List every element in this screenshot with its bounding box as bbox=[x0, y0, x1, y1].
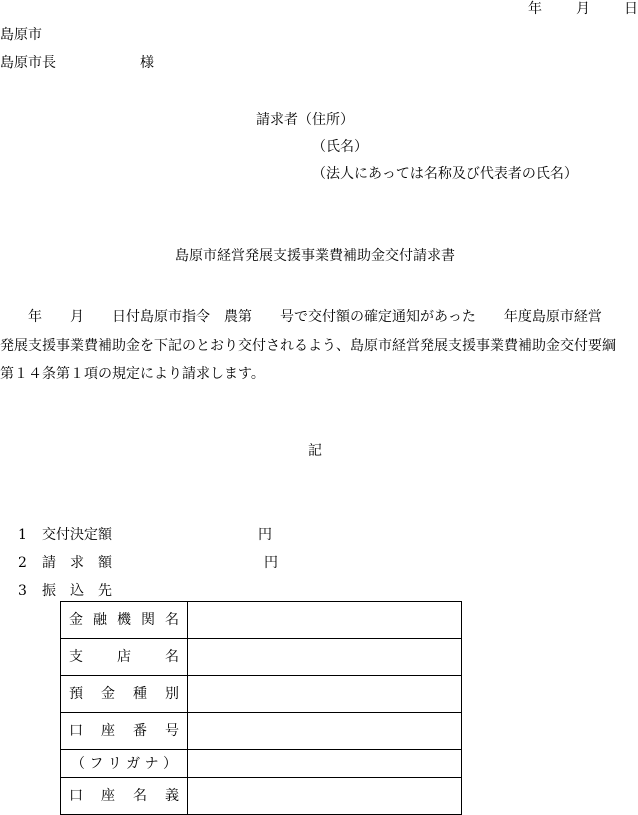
account-holder-field[interactable] bbox=[188, 778, 462, 815]
label-char: ガ bbox=[126, 755, 141, 772]
table-row bbox=[61, 676, 462, 713]
item-request-amount bbox=[18, 556, 112, 570]
requester-name-label: （氏名） bbox=[312, 139, 368, 155]
label-char: 座 bbox=[101, 788, 115, 804]
furigana-label-cell bbox=[61, 750, 188, 778]
label-char: 関 bbox=[141, 612, 155, 628]
label-char: 番 bbox=[133, 723, 147, 739]
account-number-field[interactable] bbox=[188, 713, 462, 750]
branch-label-cell bbox=[61, 639, 188, 676]
label-char: ） bbox=[162, 755, 177, 772]
addressee-honorific: 様 bbox=[140, 55, 154, 71]
label-char: 名 bbox=[165, 649, 179, 665]
addressee-mayor-line bbox=[0, 56, 154, 70]
addressee-mayor: 島原市長 bbox=[0, 55, 56, 71]
item-number: 1 bbox=[18, 527, 27, 543]
item-unit-yen: 円 bbox=[264, 555, 278, 571]
label-char: 口 bbox=[69, 788, 83, 804]
label-char: 金 bbox=[69, 612, 83, 628]
deposit-type-label-cell bbox=[61, 676, 188, 713]
label-char: 機 bbox=[117, 612, 131, 628]
ki-heading: 記 bbox=[308, 443, 322, 459]
label-char: 種 bbox=[133, 686, 147, 702]
label-char: フ bbox=[89, 755, 104, 772]
label-char: 金 bbox=[101, 686, 115, 702]
table-row bbox=[61, 639, 462, 676]
label-char: 義 bbox=[165, 788, 179, 804]
label-char: リ bbox=[107, 755, 122, 772]
label-char: 融 bbox=[93, 612, 107, 628]
branch-label bbox=[61, 650, 187, 664]
requester-address-label: 請求者（住所） bbox=[256, 112, 354, 128]
document-title: 島原市経営発展支援事業費補助金交付請求書 bbox=[175, 248, 455, 264]
furigana-label bbox=[61, 757, 187, 771]
date-day: 日 bbox=[624, 1, 638, 17]
item-transfer-destination bbox=[18, 584, 112, 598]
addressee-city: 島原市 bbox=[0, 27, 42, 43]
bank-name-field[interactable] bbox=[188, 602, 462, 639]
table-row bbox=[61, 750, 462, 778]
item-number: 3 bbox=[18, 583, 27, 599]
branch-field[interactable] bbox=[188, 639, 462, 676]
table-row bbox=[61, 602, 462, 639]
table-row bbox=[61, 713, 462, 750]
label-char: 店 bbox=[117, 649, 131, 665]
body-line-3: 第１４条第１項の規定により請求します。 bbox=[0, 366, 265, 382]
body-paragraph bbox=[0, 303, 630, 389]
item-label: 振 込 先 bbox=[42, 583, 112, 599]
account-holder-label-cell bbox=[61, 778, 188, 815]
label-char: 別 bbox=[165, 686, 179, 702]
requester-corporate-note: （法人にあっては名称及び代表者の氏名） bbox=[312, 166, 578, 182]
account-number-label-cell bbox=[61, 713, 188, 750]
item-number: 2 bbox=[18, 555, 27, 571]
item-label: 交付決定額 bbox=[42, 527, 112, 543]
deposit-type-field[interactable] bbox=[188, 676, 462, 713]
item-label: 請 求 額 bbox=[42, 555, 112, 571]
account-number-label bbox=[61, 724, 187, 738]
label-char: 預 bbox=[69, 686, 83, 702]
body-line-2: 発展支援事業費補助金を下記のとおり交付されるよう、島原市経営発展支援事業費補助金交付要綱 bbox=[0, 337, 616, 354]
label-char: 名 bbox=[133, 788, 147, 804]
date-month: 月 bbox=[576, 1, 590, 17]
body-line-1: 年 月 日付島原市指令 農第 号で交付額の確定通知があった 年度島原市経営 bbox=[28, 309, 602, 325]
item-unit-yen: 円 bbox=[258, 527, 272, 543]
deposit-type-label bbox=[61, 687, 187, 701]
table-row bbox=[61, 778, 462, 815]
bank-name-label-cell bbox=[61, 602, 188, 639]
label-char: 口 bbox=[69, 723, 83, 739]
label-char: ナ bbox=[144, 755, 159, 772]
label-char: 座 bbox=[101, 723, 115, 739]
label-char: 号 bbox=[165, 723, 179, 739]
date-line bbox=[528, 2, 638, 16]
label-char: 支 bbox=[69, 649, 83, 665]
label-char: （ bbox=[71, 755, 85, 772]
bank-name-label bbox=[61, 613, 187, 627]
bank-account-table bbox=[60, 601, 462, 815]
furigana-field[interactable] bbox=[188, 750, 462, 778]
label-char: 名 bbox=[165, 612, 179, 628]
item-grant-decision-amount bbox=[18, 528, 112, 542]
date-year: 年 bbox=[528, 1, 542, 17]
account-holder-label bbox=[61, 789, 187, 803]
